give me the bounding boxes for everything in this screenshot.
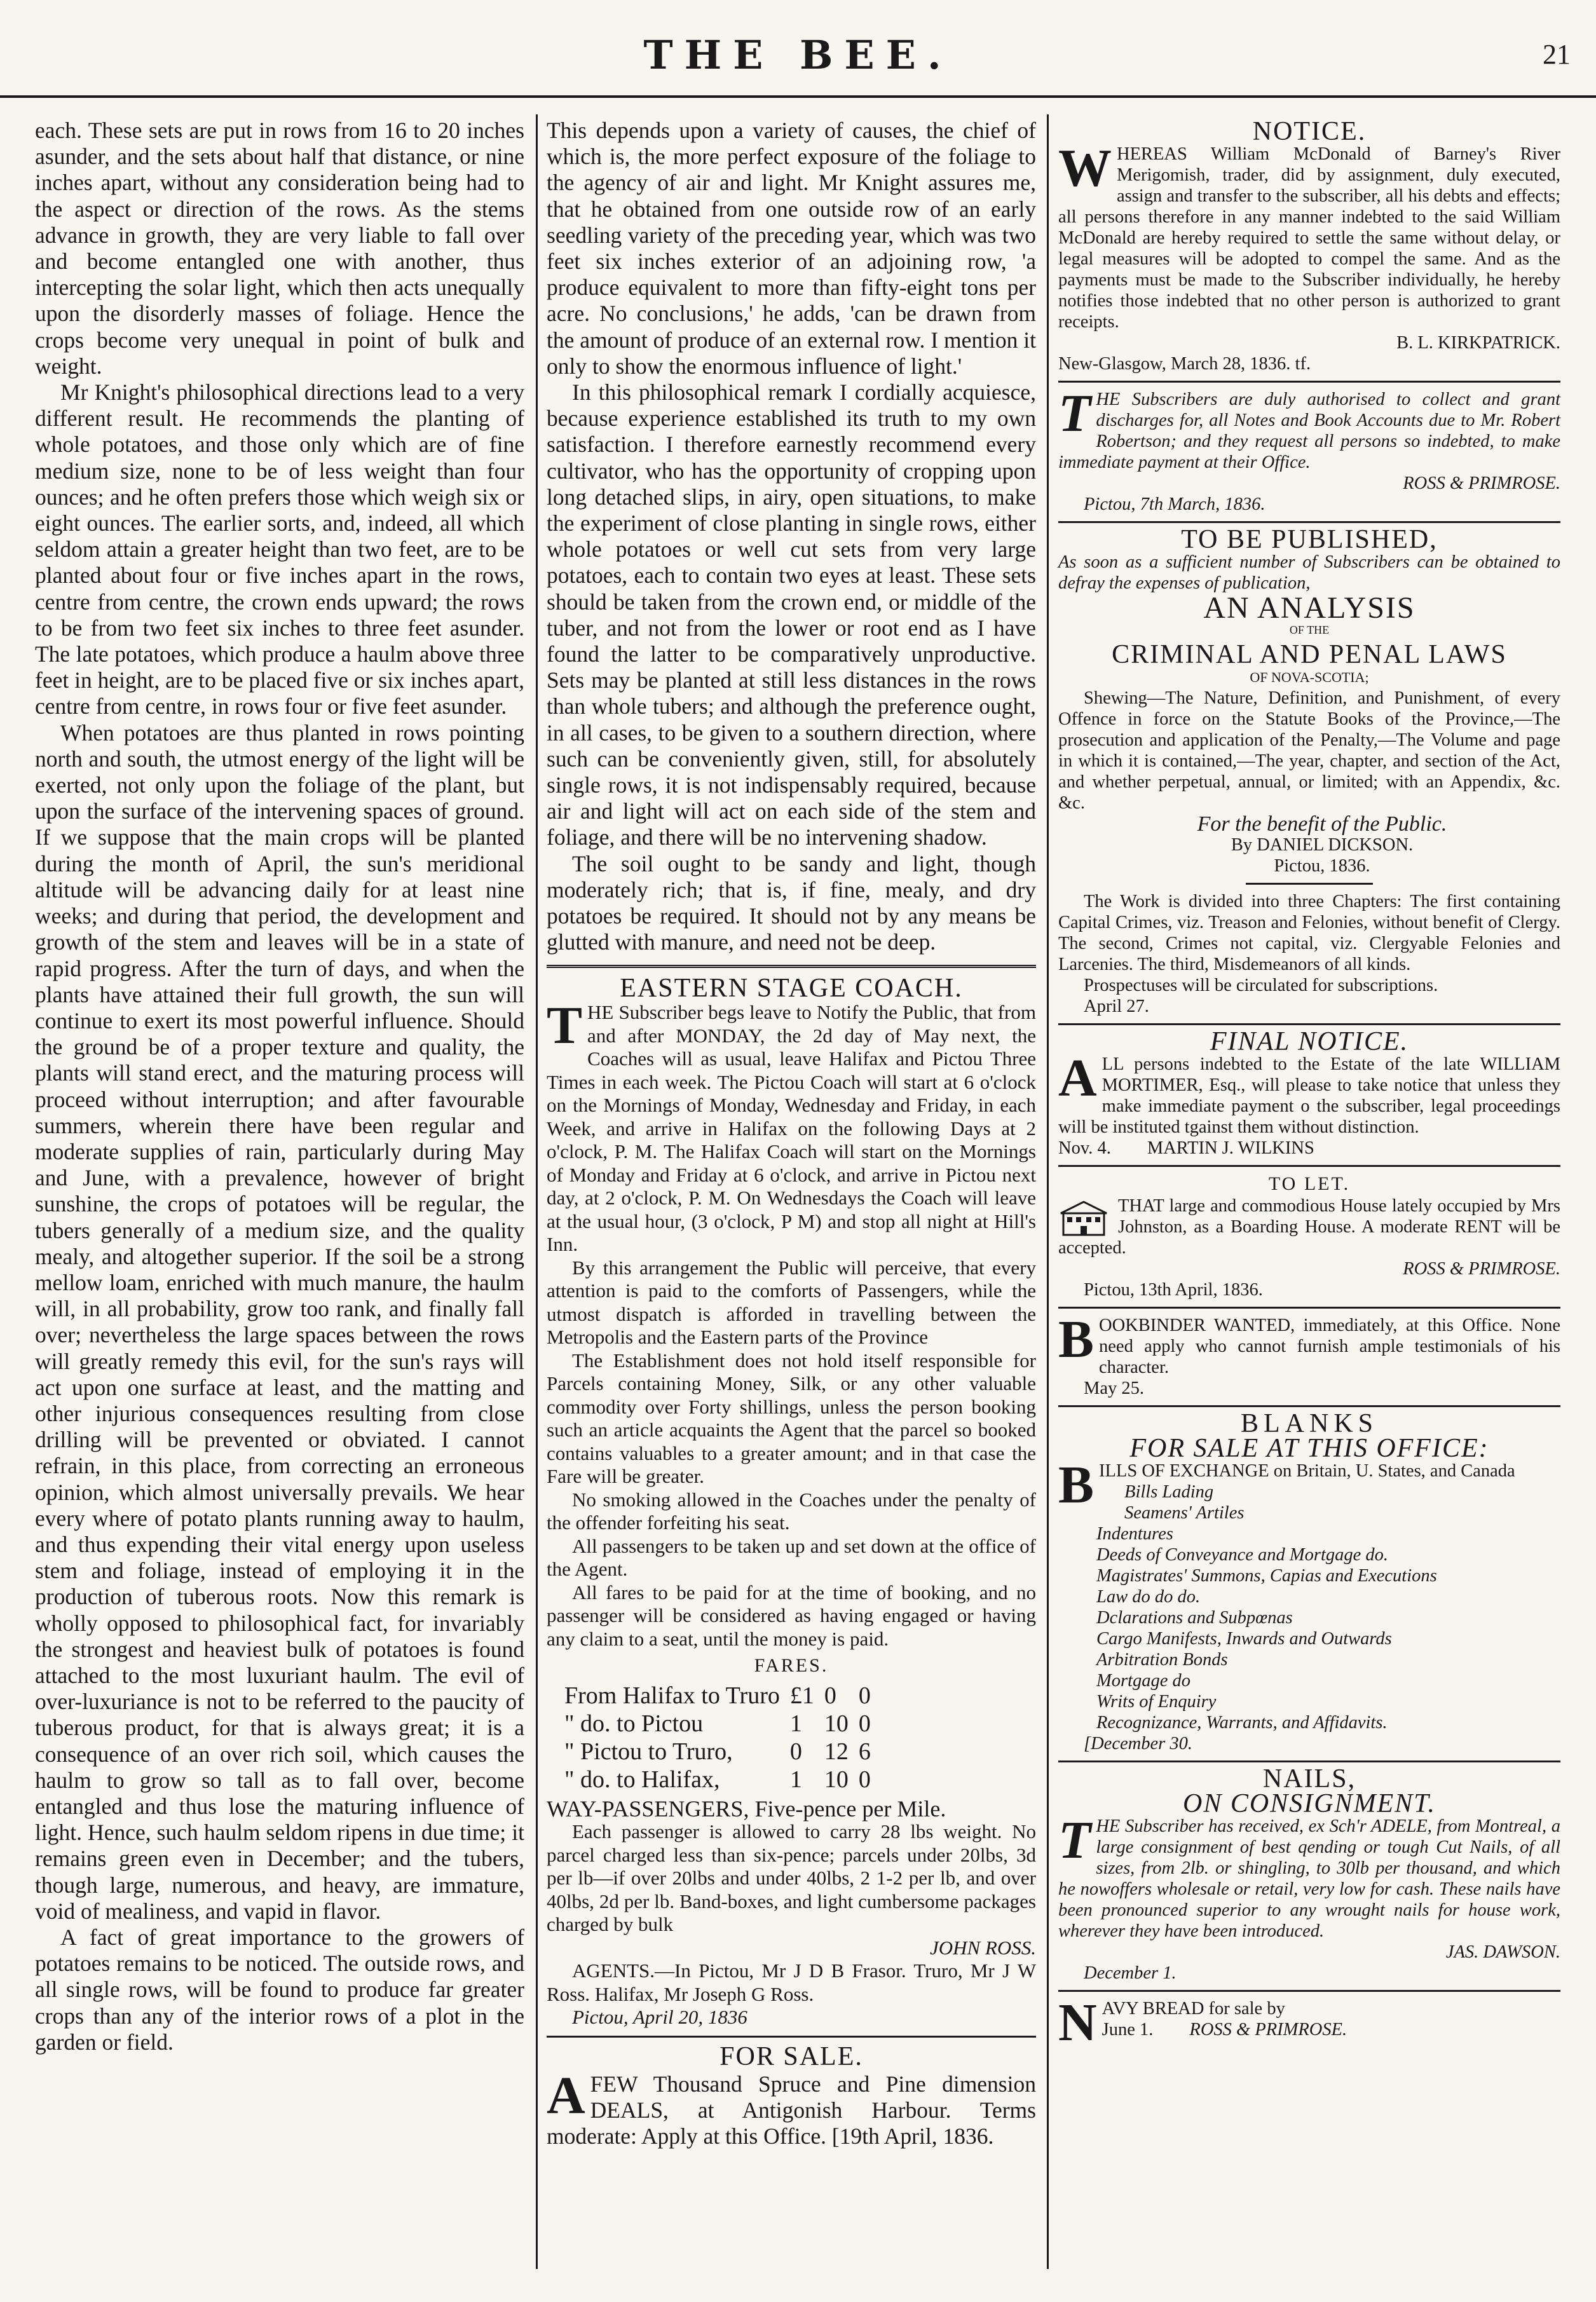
ad-heading: EASTERN STAGE COACH.	[620, 973, 963, 1003]
ad-body: All fares to be paid for at the time of booking, and no passenger will be considered as having engaged or having any claim to a seat, until the money is paid.	[547, 1581, 1036, 1650]
column-3	[1058, 117, 1560, 2052]
ad-body: LL persons indebted to the Estate of the late WILLIAM MORTIMER, Esq., will please to take notice that unless they make immediate payment o the subscriber, legal proceedings will be instituted tgainst them without distinction.	[1058, 1054, 1560, 1137]
ad-date: Pictou, 7th March, 1836.	[1084, 494, 1265, 514]
list-item: Magistrates' Summons, Capias and Executions	[1096, 1566, 1437, 1586]
ad-body: No smoking allowed in the Coaches under the penalty of the offender forfeiting his seat.	[547, 1488, 1036, 1534]
ad-body: HEREAS William McDonald of Barney's River Merigomish, trader, did by assignment, duly executed, assign and transfer to the subscriber, all his debts and effects; all persons therefore in any manner indebted to the said William McDonald are hereby required to settle the same without delay, or legal measures will be adopted to compel the same. And as the payments must be made to the Subscriber individually, he hereby notifies those indebted that no other person is authorized to grant receipts.	[1058, 144, 1560, 332]
book-title-of: OF THE	[1289, 623, 1330, 636]
notice-ad	[1058, 117, 1560, 374]
fares-table	[559, 1682, 1036, 1794]
drop-cap: N	[1058, 1993, 1097, 2052]
ad-body: Each passenger is allowed to carry 28 lbs weight. No parcel charged less than six-pence; parcels under 20lbs, 3d per lb—if over 20lbs and under 40lbs, 2 1-2 per lb, and over 40lbs, 2d per lb. Band-boxes, and light cumbersome packages charged by bulk	[547, 1820, 1036, 1935]
ad-heading: TO LET.	[1268, 1173, 1351, 1194]
drop-cap: T	[547, 996, 583, 1055]
ad-heading: FOR SALE.	[720, 2041, 863, 2071]
ad-heading: FINAL NOTICE.	[1210, 1027, 1409, 1056]
list-item: Law do do do.	[1096, 1587, 1201, 1607]
book-place: Pictou, 1836.	[1274, 856, 1370, 876]
ad-body: HE Subscribers are duly authorised to collect and grant discharges for, all Notes and Book Accounts due to Mr. Robert Robertson; and they request all persons so indebted, to make immediate payment at their Office.	[1058, 390, 1560, 472]
drop-cap: A	[547, 2066, 585, 2125]
bookbinder-ad	[1058, 1310, 1560, 1399]
ad-body: AVY BREAD for sale by	[1102, 1999, 1285, 2019]
ad-body: HE Subscriber has received, ex Sch'r ADELE, from Montreal, a large consignment of best qending or tough Cut Nails, of all sizes, from 2lb. or shingling, to 30lb per thousand, and which he nowoffers wholesale or retail, very low for cash. These nails have been pronounced superior to any wrought nails for house work, wherever they have been introduced.	[1058, 1816, 1560, 1941]
to-let-ad	[1058, 1173, 1560, 1300]
navy-bread-ad	[1058, 1993, 1560, 2052]
final-notice-ad	[1058, 1027, 1560, 1159]
section-divider	[547, 2036, 1036, 2038]
ad-signature: MARTIN J. WILKINS	[1147, 1138, 1314, 1158]
way-passengers: WAY-PASSENGERS, Five-pence per Mile.	[547, 1795, 946, 1822]
ad-date: Nov. 4.	[1058, 1138, 1111, 1158]
drop-cap: W	[1058, 139, 1112, 198]
section-divider	[1058, 521, 1560, 523]
drop-cap: T	[1058, 1811, 1091, 1870]
book-title: CRIMINAL AND PENAL LAWS	[1112, 640, 1507, 669]
list-item: Indentures	[1096, 1524, 1173, 1544]
stage-coach-ad	[547, 973, 1036, 2029]
ad-subheading: ON CONSIGNMENT.	[1183, 1789, 1436, 1818]
for-sale-ad	[547, 2041, 1036, 2150]
drop-cap: B	[1058, 1310, 1095, 1369]
list-item: Seamens' Artiles	[1124, 1503, 1245, 1523]
ad-body: ILLS OF EXCHANGE on Britain, U. States, and Canada	[1099, 1461, 1515, 1481]
book-benefit: For the benefit of the Public.	[1197, 812, 1447, 836]
subscribers-ad	[1058, 384, 1560, 515]
ad-date: [19th April, 1836.	[831, 2123, 994, 2149]
ad-body: FEW Thousand Spruce and Pine dimension DEALS, at Antigonish Harbour. Terms moderate: Apply at this Office.	[547, 2071, 1036, 2149]
ad-date: June 1.	[1102, 2020, 1154, 2040]
ad-heading: BLANKS	[1240, 1409, 1379, 1438]
drop-cap: A	[1058, 1049, 1097, 1108]
ad-body: OOKBINDER WANTED, immediately, at this Office. None need apply who cannot furnish ample testimonials of his character.	[1099, 1316, 1560, 1377]
fare-row: " Pictou to Truro, 0 12 6	[564, 1738, 871, 1765]
section-divider	[1058, 1990, 1560, 1992]
ad-body: All passengers to be taken up and set down at the office of the Agent.	[547, 1534, 1036, 1580]
ad-date: May 25.	[1084, 1379, 1144, 1398]
list-item: Arbitration Bonds	[1096, 1650, 1228, 1670]
column-2	[547, 118, 1036, 2149]
ad-body: HE Subscriber begs leave to Notify the Public, that from and after MONDAY, the 2d day of May next, the Coaches will as usual, leave Halifax and Pictou Three Times in each week. The Pictou Coach will start at 6 o'clock on the Mornings of Monday, Wednesday and Friday, in each Week, and arrive in Halifax on the following Days at 2 o'clock, P. M. The Halifax Coach will start on the Mornings of Monday and Friday at 6 o'clock, and arrive in Pictou next day, at 2 o'clock, P. M. On Wednesdays the Coach will leave at the usual hour, (3 o'clock, P M) and stop all night at Hill's Inn.	[547, 1001, 1036, 1255]
drop-cap: B	[1058, 1455, 1095, 1515]
article-paragraph: each. These sets are put in rows from 16 to 20 inches asunder, and the sets about half that distance, or nine inches apart, without any consideration being had to the aspect or direction of the rows. As the stems advance in growth, they are very liable to fall over and become entangled one with another, thus intercepting the solar light, which then acts unequally upon the disorderly masses of foliage. Hence the crops become very unequal in point of bulk and weight.	[35, 118, 524, 379]
ad-date: [December 30.	[1084, 1734, 1192, 1754]
book-title: AN ANALYSIS	[1203, 591, 1415, 625]
ad-signature: ROSS & PRIMROSE.	[1403, 473, 1560, 493]
list-item: Deeds of Conveyance and Mortgage do.	[1096, 1545, 1389, 1565]
fare-row: " do. to Pictou 1 10 0	[564, 1710, 871, 1737]
book-subtitle: OF NOVA-SCOTIA;	[1250, 669, 1369, 685]
article-paragraph: A fact of great importance to the growers of potatoes remains to be noticed. The outside rows, and all single rows, will be found to produce far greater crops than any of the interior rows of a plot in the garden or field.	[35, 1924, 524, 2055]
ad-signature: JAS. DAWSON.	[1445, 1942, 1560, 1962]
ad-date: Pictou, April 20, 1836	[572, 2006, 747, 2028]
ad-subheading: As soon as a sufficient number of Subscribers can be obtained to defray the expenses of publication,	[1058, 552, 1560, 593]
house-icon	[1058, 1199, 1109, 1237]
ad-heading: NAILS,	[1262, 1764, 1356, 1794]
list-item: Mortgage do	[1096, 1671, 1191, 1691]
ad-heading: TO BE PUBLISHED,	[1181, 525, 1438, 554]
list-item: Writs of Enquiry	[1096, 1692, 1217, 1712]
column-1	[35, 118, 524, 2055]
list-item: Recognizance, Warrants, and Affidavits.	[1096, 1713, 1388, 1733]
section-divider	[1058, 1405, 1560, 1407]
ad-body: The Work is divided into three Chapters: The first containing Capital Crimes, viz. Treason and Felonies, without benefit of Clergy. The second, Crimes not capital, viz. Clergyable Felonies and Larcenies. The third, Misdemeanors of all kinds.	[1058, 892, 1560, 974]
section-divider	[1058, 1165, 1560, 1167]
fares-heading: FARES.	[754, 1655, 829, 1676]
ad-date: Pictou, 13th April, 1836.	[1084, 1280, 1263, 1300]
drop-cap: T	[1058, 384, 1091, 443]
ad-signature: ROSS & PRIMROSE.	[1189, 2020, 1347, 2040]
book-author: By DANIEL DICKSON.	[1231, 835, 1414, 855]
list-item: Cargo Manifests, Inwards and Outwards	[1096, 1629, 1392, 1649]
section-divider	[1058, 1023, 1560, 1025]
fare-row: " do. to Halifax, 1 10 0	[564, 1766, 871, 1793]
ad-body: The Establishment does not hold itself responsible for Parcels containing Money, Silk, or any other valuable commodity over Forty shillings, unless the person booking such an article acquaints the Agent that the parcel so booked contains valuables to a greater amount; and in that case the Fare will be greater.	[547, 1349, 1036, 1487]
ad-signature: ROSS & PRIMROSE.	[1403, 1259, 1560, 1279]
page-number: 21	[1543, 39, 1571, 70]
newspaper-title: THE BEE.	[643, 32, 953, 78]
column-divider	[1047, 114, 1049, 2269]
short-divider	[1246, 883, 1373, 885]
list-item: Dclarations and Subpœnas	[1096, 1608, 1293, 1628]
masthead	[0, 25, 1596, 98]
article-paragraph: When potatoes are thus planted in rows pointing north and south, the utmost energy of the light will be exerted, not only upon the foliage of the plant, but upon the surface of the intervening spaces of ground. If we suppose that the main crops will be planted during the month of April, the sun's meridional altitude will be advancing daily for at least nine weeks; and during that period, the development and growth of the stem and leaves will be in a state of rapid progress. After the turn of days, and when the plants have attained their full growth, the sun will continue to exert its most powerful influence. Should the ground be of a proper texture and quality, the plants will stand erect, and the maturing process will proceed without interruption; and after favourable summers, wherein there have been regular and moderate supplies of rain, particularly during May and June, with a prevalence, however of bright sunshine, the crops of potatoes will be regular, the tubers generally of a medium size, and the quality mealy, and altogether superior. If the soil be a strong mellow loam, enriched with much manure, the haulm will, in all probability, grow too rank, and finally fall over; nevertheless the large spaces between the rows will greatly remedy this evil, for the sun's rays will act upon one surface at least, and the matting and other injurious consequences resulting from close drilling will be prevented or obviated. I cannot refrain, in this place, from correcting an erroneous opinion, which almost universally prevails. We hear every where of potato plants running away to haulm, and thus expending their vital energy upon useless stem and foliage, instead of employing it in the production of tuberous roots. Now this remark is wholly opposed to philosophical fact, for invariably the strongest and heaviest bulk of potatoes is found attached to the most luxuriant haulm. The evil of over-luxuriance is not to be referred to the paucity of tuberous product, for that is always great; it is a consequence of an over rich soil, which causes the haulm to grow so tall as to fall over, become entangled and thus lose the maturing influence of light. Hence, such haulm seldom ripens in due time; it remains green even in December; and the tubers, though large, numerous, and heavy, are immature, void of mealiness, and vapid in flavor.	[35, 719, 524, 1924]
article-paragraph: In this philosophical remark I cordially acquiesce, because experience established its truth to my own satisfaction. I therefore earnestly recommend every cultivator, who has the opportunity of cropping upon long detached slips, in airy, open situations, to make the experiment of close planting in single rows, either whole potatoes or well cut sets from very large potatoes, each to contain two eyes at least. These sets should be taken from the crown end, or middle of the tuber, and not from the lower or root end as I have found the latter to be comparatively unproductive. Sets may be planted at still less distances in the rows than whole tubers; and although the preference ought, in all cases, to be given to a southern direction, where such can be conveniently given, still, for absolutely single rows, it is not indispensably required, because air and light will act on each side of the stem and foliage, and there will be no intervening shadow.	[547, 379, 1036, 850]
section-divider	[547, 965, 1036, 968]
ad-date: April 27.	[1084, 997, 1149, 1016]
section-divider	[1058, 381, 1560, 383]
section-divider	[1058, 1761, 1560, 1762]
ad-body: THAT large and commodious House lately occupied by Mrs Johnston, as a Boarding House. A moderate RENT will be accepted.	[1058, 1196, 1560, 1258]
ad-date: December 1.	[1084, 1963, 1177, 1983]
ad-subheading: FOR SALE AT THIS OFFICE:	[1129, 1434, 1489, 1463]
article-paragraph: Mr Knight's philosophical directions lead to a very different result. He recommends the planting of whole potatoes, and those only which are of fine medium size, none to be of less weight than four ounces; and he often prefers those which weigh six or eight ounces. The earlier sorts, and, indeed, all which seldom attain a greater height than two feet, are to be planted about four or five inches apart in the rows, centre from centre, the crown ends upward; the rows to be from two feet six inches to three feet asunder. The late potatoes, which produce a haulm above three feet in height, are to be placed five or six inches apart, centre from centre, in rows four or five feet asunder.	[35, 379, 524, 719]
ad-signature: B. L. KIRKPATRICK.	[1396, 333, 1560, 353]
to-be-published-ad	[1058, 525, 1560, 1017]
article-paragraph: The soil ought to be sandy and light, though moderately rich; that is, if fine, mealy, and dry potatoes be required. It should not by any means be glutted with manure, and need not be deep.	[547, 850, 1036, 955]
ad-signature: JOHN ROSS.	[929, 1936, 1036, 1959]
list-item: Bills Lading	[1124, 1482, 1214, 1502]
ad-heading: NOTICE.	[1252, 117, 1367, 146]
ad-date: New-Glasgow, March 28, 1836. tf.	[1058, 354, 1311, 374]
ad-body: Prospectuses will be circulated for subscriptions.	[1084, 976, 1438, 995]
fare-row: From Halifax to Truro £1 0 0	[564, 1682, 871, 1709]
ad-body: By this arrangement the Public will perceive, that every attention is paid to the comforts of Passengers, while the utmost dispatch is afforded in travelling between the Metropolis and the Eastern parts of the Province	[547, 1256, 1036, 1348]
section-divider	[1058, 1307, 1560, 1309]
nails-ad	[1058, 1764, 1560, 1984]
blanks-ad	[1058, 1409, 1560, 1754]
ad-body: Shewing—The Nature, Definition, and Punishment, of every Offence in force on the Statute Books of the Province,—The prosecution and application of the Penalty,—The Volume and page in which it is contained,—The year, chapter, and section of the Act, and whether perpetual, annual, or limited; with an Appendix, &c. &c.	[1058, 688, 1560, 813]
ad-agents: AGENTS.—In Pictou, Mr J D B Frasor. Truro, Mr J W Ross. Halifax, Mr Joseph G Ross.	[547, 1959, 1036, 2005]
column-divider	[536, 114, 538, 2269]
article-paragraph: This depends upon a variety of causes, the chief of which is, the more perfect exposure of the foliage to the agency of air and light. Mr Knight assures me, that he obtained from one outside row of an early seedling variety of the preceding year, which was two feet six inches exterior of an adjoining row, 'a produce equivalent to more than fifty-eight tons per acre. No conclusions,' he adds, 'can be drawn from the amount of produce of an external row. I mention it only to show the enormous influence of light.'	[547, 118, 1036, 379]
